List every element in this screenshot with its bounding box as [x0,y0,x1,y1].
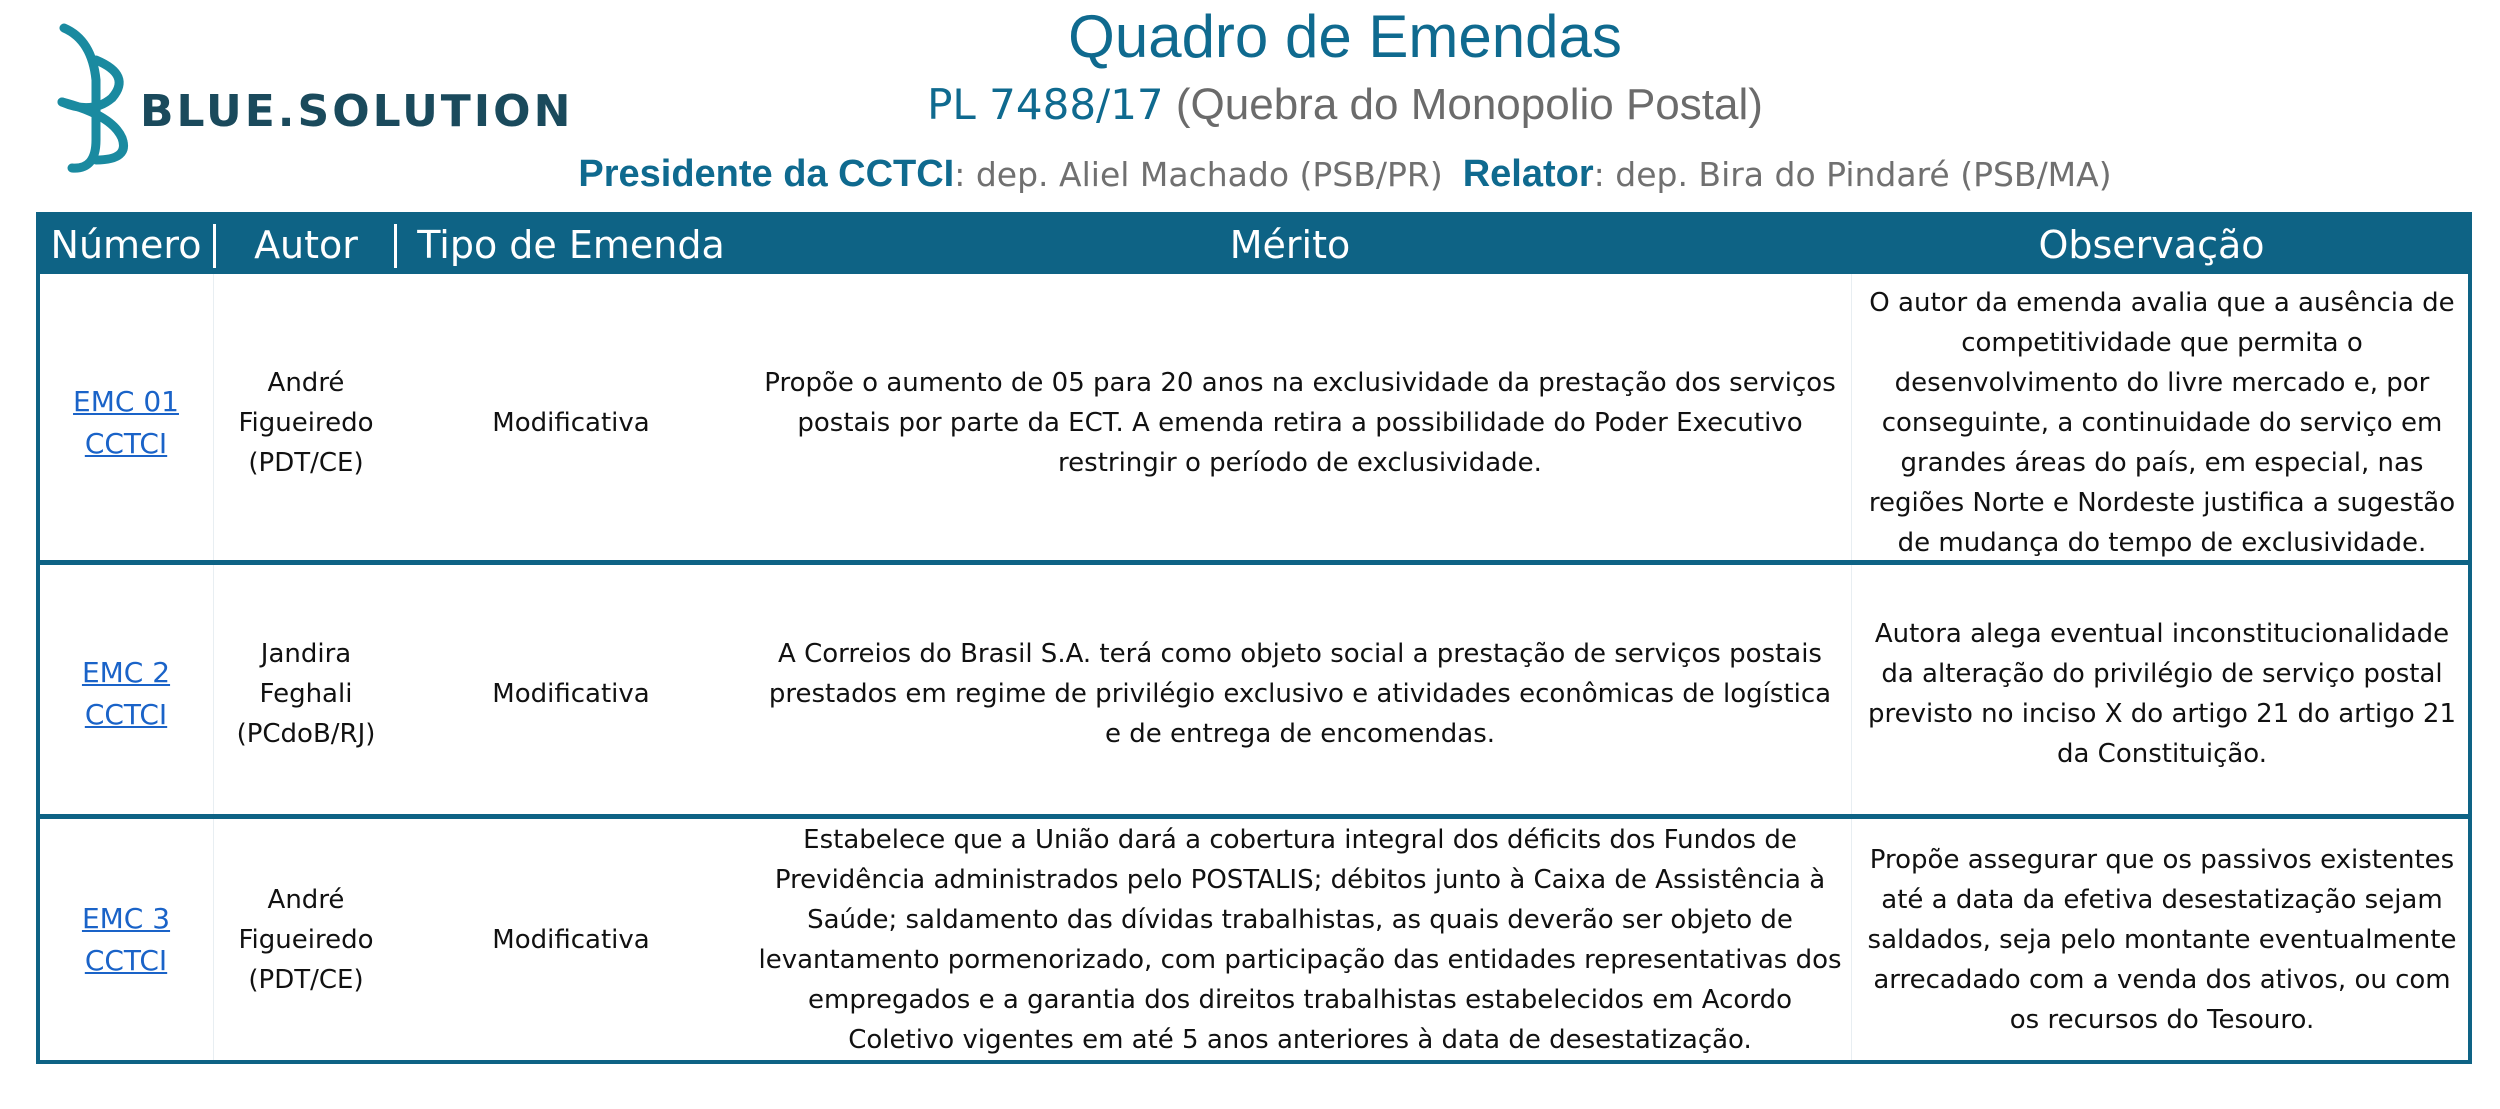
type-cell: Modificativa [492,679,650,709]
column-header-observacao: Observação [2038,223,2265,267]
logo-text: BLUE.SOLUTION [140,86,574,137]
table-row [40,565,2468,823]
author-cell: André Figueiredo (PDT/CE) [238,884,374,995]
bill-description: (Quebra do Monopolio Postal) [1175,80,1763,129]
column-header-autor: Autor [254,223,358,267]
rapporteur-name: : dep. Bira do Pindaré (PSB/MA) [1593,155,2112,194]
merit-cell: Propõe o aumento de 05 para 20 anos na exclusividade da prestação dos serviços postais por parte da ECT. A emenda retira a possibilidade do Poder Executivo restringir o período de exclusividade. [764,368,1836,478]
observation-cell: O autor da emenda avalia que a ausência de competitividade que permita o desenvolvimento do livre mercado e, por conseguinte, a continuidade do serviço em grandes áreas do país, em especial, nas regiões Norte e Nordeste justifica a sugestão de mudança do tempo de exclusividade. [1868,288,2456,558]
president-name: : dep. Aliel Machado (PSB/PR) [954,155,1443,194]
amendment-link[interactable]: EMC 01 CCTCI [73,385,179,460]
bill-subtitle [0,80,2500,130]
amendments-table [36,212,2472,1064]
column-header-tipo: Tipo de Emenda [417,223,725,267]
author-cell: André Figueiredo (PDT/CE) [238,368,374,478]
type-cell: Modificativa [492,924,650,955]
bill-number: PL 7488/17 [927,80,1164,129]
column-header-merito: Mérito [1229,223,1351,267]
table-row [40,274,2468,572]
amendment-link[interactable]: EMC 2 CCTCI [81,656,171,731]
author-cell: Jandira Feghali (PCdoB/RJ) [236,639,376,749]
merit-cell: Estabelece que a União dará a cobertura integral dos déficits dos Fundos de Previdência administrados pelo POSTALIS; débitos junto à Caixa de Assistência à Saúde; saldamento das dívidas trabalhistas, as quais deverão ser objeto de levantamento pormenorizado, com participação das entidades representativas dos empregados e a garantia dos direitos trabalhistas estabelecidos em Acordo Coletivo vigentes em até 5 anos anteriores à data de desestatização. [758,824,1842,1055]
page-title: Quadro de Emendas [1068,3,1622,70]
table-header [40,216,2468,274]
president-label: Presidente da CCTCI [578,153,955,195]
amendment-number-cell [40,819,212,1060]
type-cell: Modificativa [492,408,650,438]
merit-cell: A Correios do Brasil S.A. terá como objeto social a prestação de serviços postais prestados em regime de privilégio exclusivo e atividades econômicas de logística e de entrega de encomendas. [768,639,1832,749]
observation-cell: Propõe assegurar que os passivos existentes até a data da efetiva desestatização sejam saldados, seja pelo montante eventualmente arrecadado com a venda dos ativos, ou com os recursos do Tesouro. [1867,844,2457,1035]
amendment-number-cell [40,565,212,823]
amendment-link[interactable]: EMC 3 CCTCI [81,901,171,977]
amendment-number-cell [40,274,212,572]
column-header-numero: Número [50,223,202,267]
observation-cell: Autora alega eventual inconstitucionalidade da alteração do privilégio de serviço postal previsto no inciso X do artigo 21 do artigo 21 da Constituição. [1867,619,2457,769]
rapporteur-label: Relator [1462,153,1594,195]
committee-info [0,153,2500,196]
table-row [40,819,2468,1060]
